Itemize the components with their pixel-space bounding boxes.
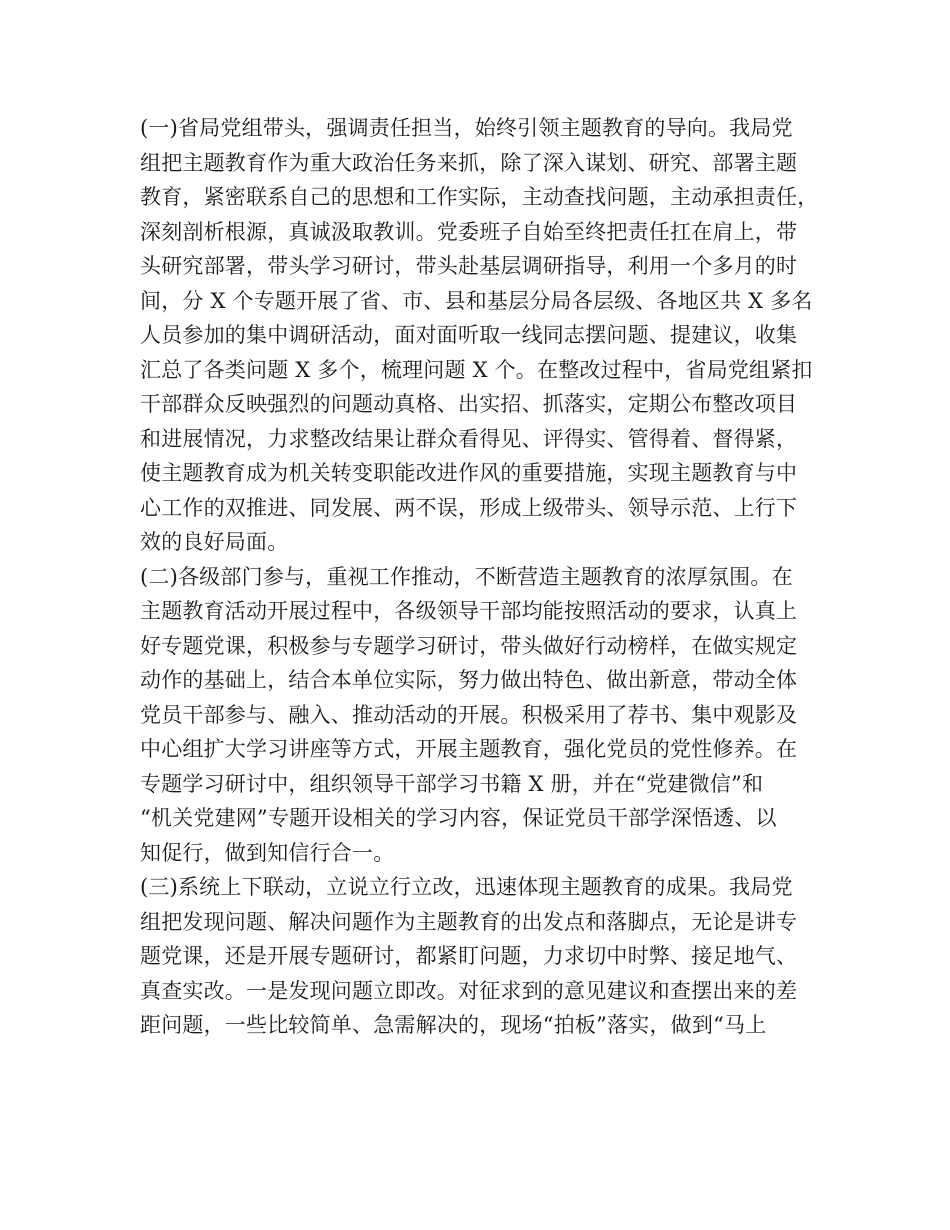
text-line: 题党课，还是开展专题研讨，都紧盯问题，力求切中时弊、接足地气、 — [140, 944, 798, 968]
text-line: 动作的基础上，结合本单位实际，努力做出特色、做出新意，带动全体 — [140, 668, 798, 692]
text-line: 心工作的双推进、同发展、两不误，形成上级带头、领导示范、上行下 — [140, 495, 798, 520]
text-line: “机关党建网”专题开设相关的学习内容，保证党员干部学深悟透、以 — [140, 806, 777, 830]
text-line: 汇总了各类问题 X 多个，梳理问题 X 个。在整改过程中，省局党组紧扣 — [140, 357, 813, 382]
text-line: 干部群众反映强烈的问题动真格、出实招、抓落实，定期公布整改项目 — [140, 392, 798, 416]
text-line: 专题学习研讨中，组织领导干部学习书籍 X 册，并在“党建微信”和 — [140, 771, 764, 796]
text-line: 中心组扩大学习讲座等方式，开展主题教育，强化党员的党性修养。在 — [140, 737, 798, 761]
text-line: 间，分 X 个专题开展了省、市、县和基层分局各层级、各地区共 X 多名 — [140, 288, 813, 313]
text-line: 距问题，一些比较简单、急需解决的，现场“拍板”落实，做到“马上 — [140, 1013, 767, 1037]
text-line: 知促行，做到知信行合一。 — [140, 840, 395, 865]
text-line: 主题教育活动开展过程中，各级领导干部均能按照活动的要求，认真上 — [140, 599, 798, 623]
text-line: 头研究部署，带头学习研讨，带头赴基层调研指导，利用一个多月的时 — [140, 254, 798, 278]
text-line: 和进展情况，力求整改结果让群众看得见、评得实、管得着、督得紧， — [140, 426, 798, 451]
body-text — [140, 111, 830, 1043]
text-line: 使主题教育成为机关转变职能改进作风的重要措施，实现主题教育与中 — [140, 461, 798, 485]
text-line: (二)各级部门参与，重视工作推动，不断营造主题教育的浓厚氛围。在 — [140, 564, 793, 589]
text-line: (一)省局党组带头，强调责任担当，始终引领主题教育的导向。我局党 — [140, 116, 793, 140]
text-line: 教育，紧密联系自己的思想和工作实际，主动查找问题，主动承担责任， — [140, 185, 819, 209]
text-line: 组把主题教育作为重大政治任务来抓，除了深入谋划、研究、部署主题 — [140, 150, 798, 175]
text-line: 深刻剖析根源，真诚汲取教训。党委班子自始至终把责任扛在肩上，带 — [140, 219, 798, 244]
text-line: 人员参加的集中调研活动，面对面听取一线同志摆问题、提建议，收集 — [140, 323, 798, 347]
text-line: (三)系统上下联动，立说立行立改，迅速体现主题教育的成果。我局党 — [140, 875, 793, 899]
text-line: 党员干部参与、融入、推动活动的开展。积极采用了荐书、集中观影及 — [140, 702, 798, 727]
text-line: 效的良好局面。 — [140, 530, 289, 554]
text-line: 组把发现问题、解决问题作为主题教育的出发点和落脚点，无论是讲专 — [140, 909, 798, 934]
text-line: 好专题党课，积极参与专题学习研讨，带头做好行动榜样，在做实规定 — [140, 633, 798, 658]
text-line: 真查实改。一是发现问题立即改。对征求到的意见建议和查摆出来的差 — [140, 978, 798, 1003]
